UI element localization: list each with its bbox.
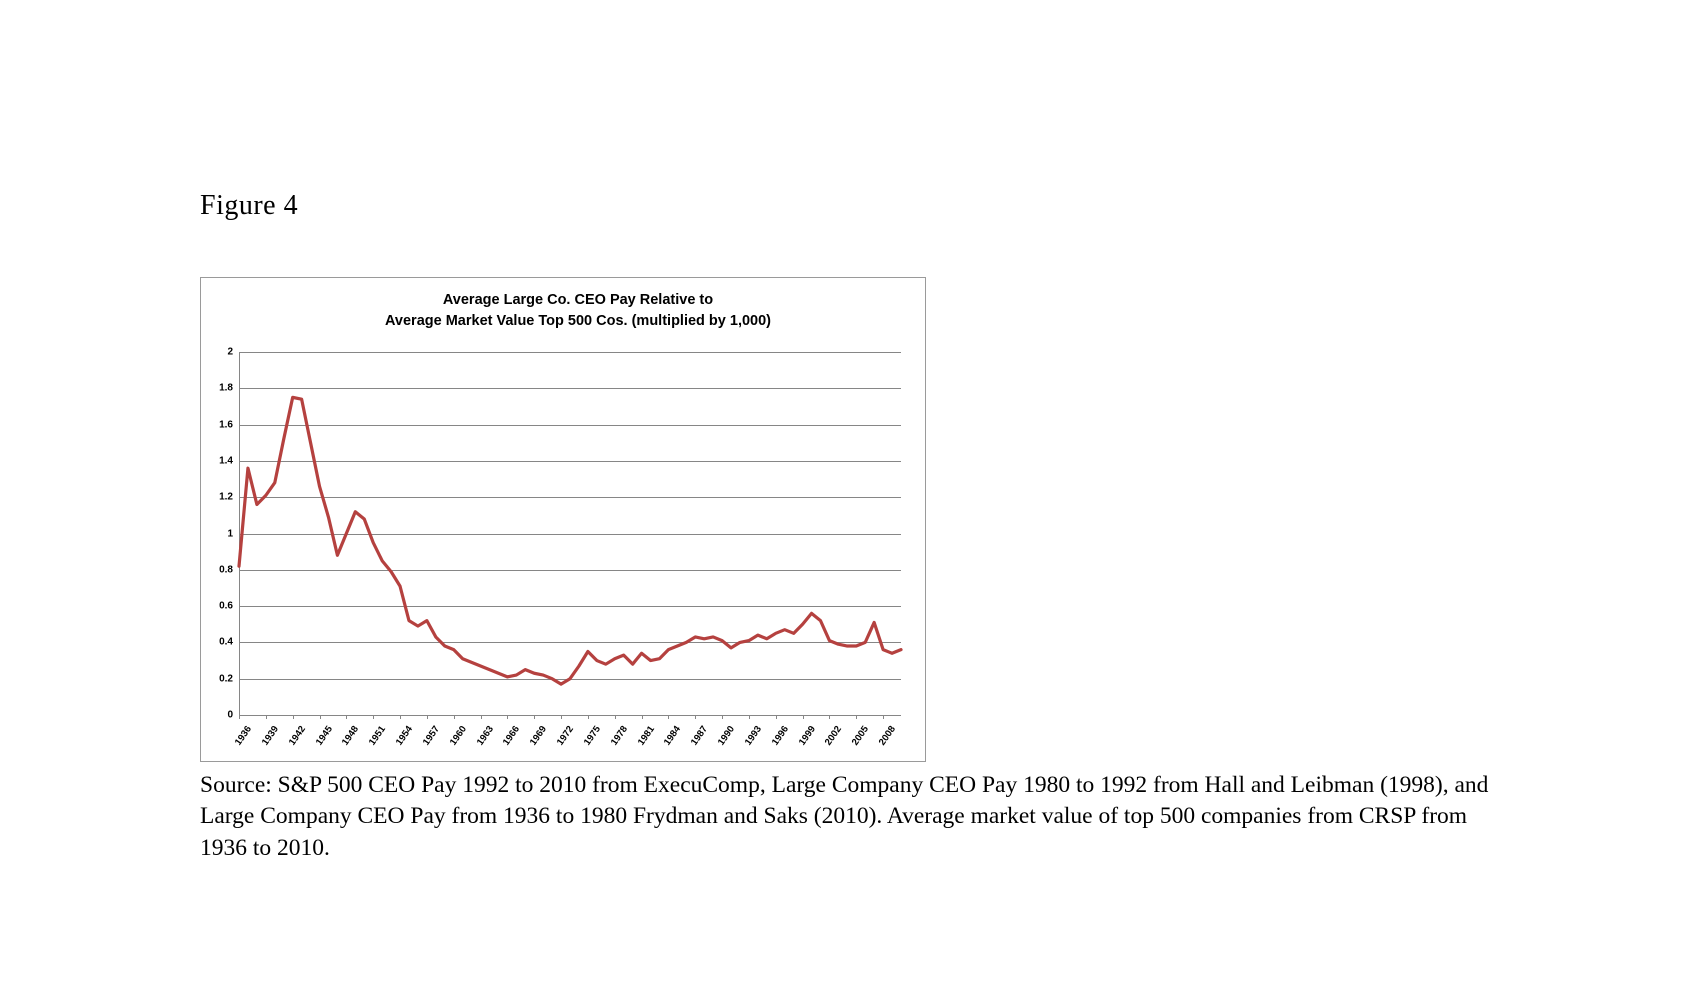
x-axis-tick-label: 1984 — [662, 724, 684, 748]
x-axis-tick-mark — [668, 715, 669, 719]
x-axis-tick-label: 1978 — [608, 724, 630, 748]
x-axis-tick-mark — [481, 715, 482, 719]
x-axis-tick-mark — [320, 715, 321, 719]
x-axis-tick-mark — [588, 715, 589, 719]
x-axis-tick-label: 1951 — [367, 724, 389, 748]
x-axis-tick-mark — [239, 715, 240, 719]
y-axis-tick-label: 1.2 — [219, 491, 233, 503]
x-axis-tick-label: 2005 — [850, 724, 872, 748]
x-axis-tick-label: 2008 — [876, 724, 899, 748]
x-axis-tick-label: 1957 — [420, 724, 442, 748]
x-axis-tick-label: 1948 — [340, 724, 362, 748]
x-axis-tick-label: 1981 — [635, 724, 657, 748]
x-axis-tick-mark — [615, 715, 616, 719]
x-axis-tick-mark — [856, 715, 857, 719]
y-axis-tick-label: 1.4 — [219, 455, 233, 467]
x-axis-tick-mark — [803, 715, 804, 719]
x-axis-tick-label: 1954 — [393, 724, 416, 748]
x-axis-tick-label: 1996 — [769, 724, 791, 748]
x-axis-tick-mark — [373, 715, 374, 719]
x-axis-tick-mark — [776, 715, 777, 719]
x-axis-tick-label: 1960 — [447, 724, 469, 748]
chart-title — [201, 290, 925, 332]
x-axis-tick-mark — [507, 715, 508, 719]
x-axis-tick-mark — [400, 715, 401, 719]
y-axis-tick-label: 1.8 — [219, 382, 233, 394]
y-axis-tick-label: 1 — [227, 528, 233, 539]
line-series — [239, 352, 901, 715]
plot-inner — [219, 346, 901, 748]
x-axis-tick-label: 1969 — [528, 724, 550, 748]
x-axis-tick-label: 1975 — [581, 724, 603, 748]
x-axis-tick-label: 1990 — [715, 724, 738, 748]
figure-label: Figure 4 — [200, 190, 299, 221]
x-axis-tick-mark — [722, 715, 723, 719]
x-axis-tick-mark — [346, 715, 347, 719]
x-axis-tick-mark — [534, 715, 535, 719]
x-axis-tick-label: 2002 — [823, 724, 845, 748]
source-note: Source: S&P 500 CEO Pay 1992 to 2010 from ExecuComp, Large Company CEO Pay 1980 to 1992 from Hall and Leibman (1998), and Large Company CEO Pay from 1936 to 1980 Frydman and Saks (2010). Average market value of top 500 companies from CRSP from 1936 to 2010. — [200, 772, 1489, 861]
x-axis-tick-label: 1939 — [259, 724, 281, 748]
x-axis-tick-mark — [829, 715, 830, 719]
x-axis-tick-mark — [749, 715, 750, 719]
x-axis-tick-mark — [695, 715, 696, 719]
y-axis-tick-label: 1.6 — [219, 419, 233, 431]
x-axis-tick-label: 1963 — [474, 724, 496, 748]
x-axis-tick-label: 1945 — [313, 724, 335, 748]
x-axis-tick-mark — [454, 715, 455, 719]
x-axis-tick-mark — [883, 715, 884, 719]
y-axis-tick-label: 2 — [227, 346, 233, 358]
x-axis-tick-label: 1972 — [554, 724, 577, 748]
plot-area — [219, 346, 901, 748]
y-axis-tick-label: 0 — [227, 709, 233, 721]
y-axis-tick-label: 0.4 — [219, 636, 233, 648]
x-axis-tick-label: 1936 — [232, 724, 255, 748]
x-axis-tick-label: 1966 — [501, 724, 523, 748]
x-axis-tick-mark — [266, 715, 267, 719]
x-axis-tick-mark — [293, 715, 294, 719]
y-axis-tick-label: 0.6 — [219, 600, 233, 612]
y-axis-tick-label: 0.2 — [219, 673, 233, 685]
x-axis-tick-mark — [427, 715, 428, 719]
x-axis-tick-label: 1999 — [796, 724, 818, 748]
x-axis-tick-mark — [642, 715, 643, 719]
chart-title-line-1: Average Large Co. CEO Pay Relative to — [442, 292, 714, 308]
chart-container — [200, 277, 926, 762]
chart-title-line-2: Average Market Value Top 500 Cos. (multiplied by 1,000) — [385, 313, 771, 330]
x-axis-tick-mark — [561, 715, 562, 719]
x-axis-tick-label: 1942 — [286, 724, 308, 748]
x-axis-tick-label: 1987 — [689, 724, 711, 748]
x-axis-tick-label: 1993 — [742, 724, 764, 748]
y-axis-tick-label: 0.8 — [219, 564, 233, 576]
